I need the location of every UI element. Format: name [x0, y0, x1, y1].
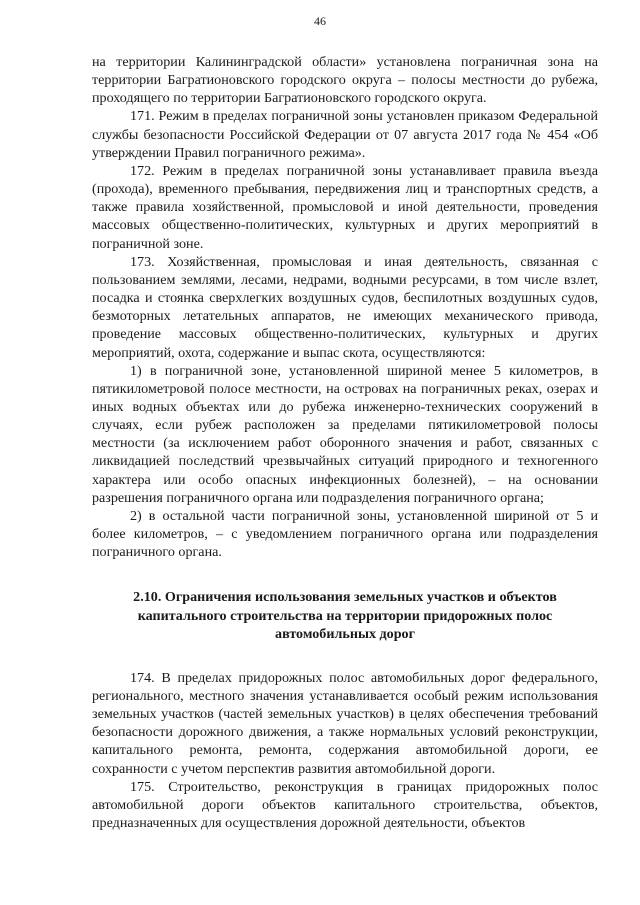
- heading-line: 2.10. Ограничения использования земельных участков и объектов: [133, 589, 557, 606]
- section-heading: [92, 588, 598, 642]
- list-item-2: 2) в остальной части пограничной зоны, установленной шириной от 5 и более километров, – с уведомлением пограничного органа или подразделения пограничного органа.: [92, 507, 598, 561]
- paragraph-174: 174. В пределах придорожных полос автомобильных дорог федерального, регионального, местного значения устанавливается особый режим использования земельных участков (частей земельных участков) в целях обеспечения требований безопасности дорожного движения, а также нормальных условий реконструкции, капитального ремонта, ремонта, содержания автомобильной дороги, ее сохранности с учетом перспектив развития автомобильной дороги.: [92, 669, 598, 777]
- paragraph-175: 175. Строительство, реконструкция в границах придорожных полос автомобильной дороги объектов капитального строительства, объектов, предназначенных для осуществления дорожной деятельности, объектов: [92, 778, 598, 832]
- document-body: [92, 53, 598, 832]
- list-item-1: 1) в пограничной зоне, установленной шириной менее 5 километров, в пятикилометровой полосе местности, на островах на пограничных реках, озерах и иных водных объектах или до рубежа инженерно-технических сооружений в случаях, если рубеж расположен за пределами пятикилометровой полосы местности (за исключением работ оборонного значения и работ, связанных с ликвидацией последствий чрезвычайных ситуаций природного и техногенного характера или особо опасных инфекционных болезней), – на основании разрешения пограничного органа или подразделения пограничного органа;: [92, 362, 598, 506]
- paragraph-171: 171. Режим в пределах пограничной зоны установлен приказом Федеральной службы безопасности Российской Федерации от 07 августа 2017 года № 454 «Об утверждении Правил пограничного режима».: [92, 108, 598, 161]
- heading-line: автомобильных дорог: [275, 625, 415, 642]
- paragraph-173: 173. Хозяйственная, промысловая и иная деятельность, связанная с пользованием землями, лесами, недрами, водными ресурсами, в том числе взлет, посадка и стоянка сверхлегких воздушных судов, беспилотных воздушных судов, безмоторных летательных аппаратов, не имеющих механического привода, проведение массовых общественно-политических, культурных и других мероприятий, охота, содержание и выпас скота, осуществляются:: [92, 253, 598, 361]
- paragraph-continuation: на территории Калининградской области» установлена пограничная зона на территории Багратионовского городского округа – полосы местности до рубежа, проходящего по территории Багратионовского городского округа.: [92, 54, 598, 107]
- paragraph-172: 172. Режим в пределах пограничной зоны устанавливает правила въезда (прохода), временного пребывания, передвижения лиц и транспортных средств, а также правила хозяйственной, промысловой и иной деятельности, проведения массовых общественно-политических, культурных и других мероприятий в пограничной зоне.: [92, 162, 598, 252]
- heading-line: капитального строительства на территории придорожных полос: [137, 607, 553, 624]
- page-number: 46: [314, 14, 326, 28]
